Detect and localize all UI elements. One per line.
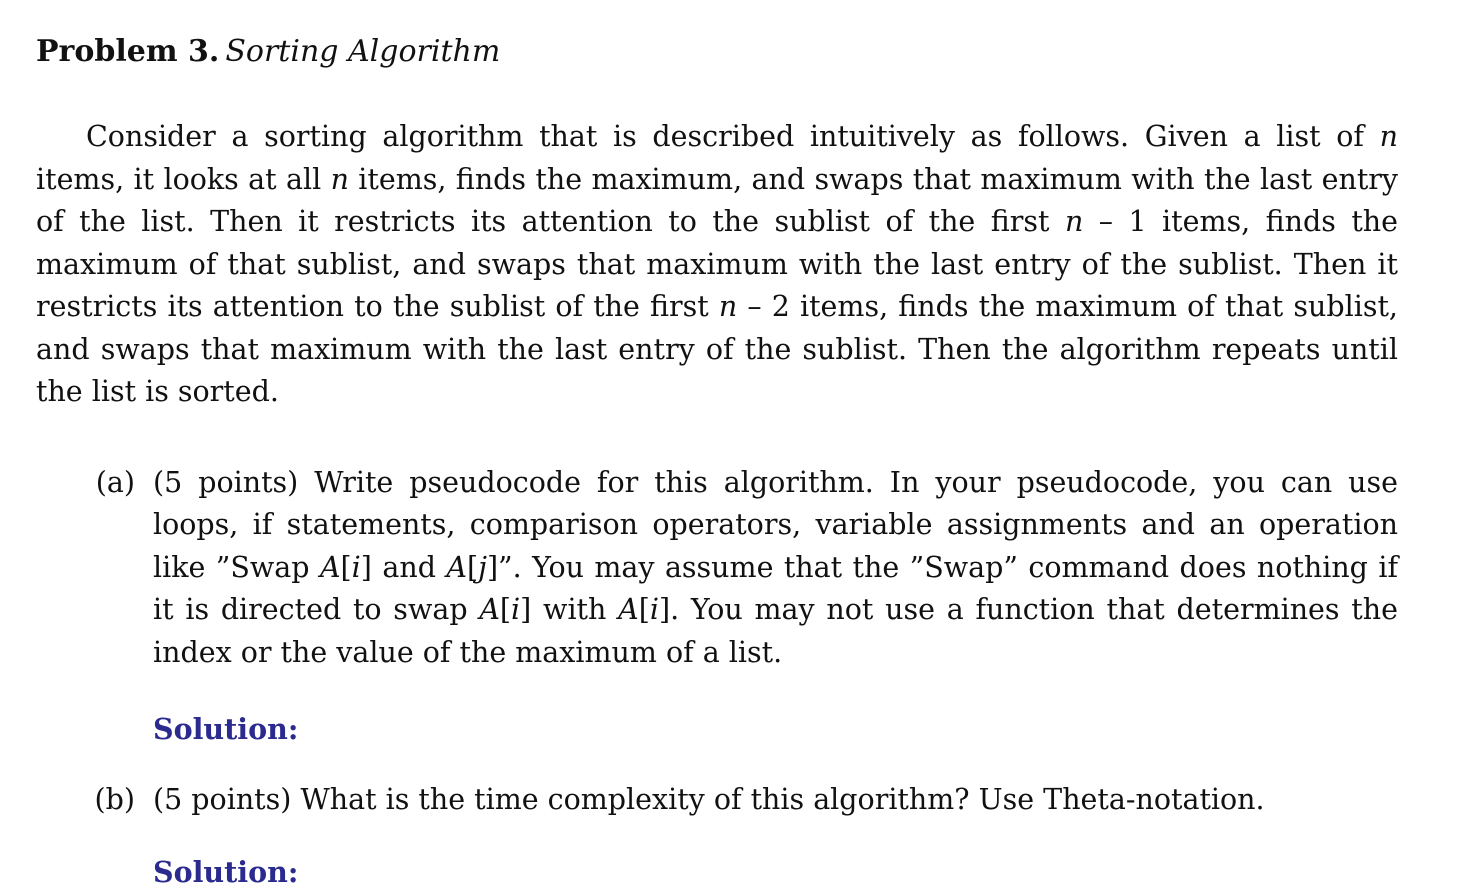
document-page bbox=[36, 32, 1398, 894]
part-b-question: (5 points) What is the time complexity of this algorithm? Use Theta-notation. bbox=[153, 782, 1265, 816]
question-text: ] with bbox=[520, 593, 619, 626]
part-a-marker: (a) bbox=[95, 465, 135, 499]
question-text: ]. You may not use a function that determines the index or the value of the maximum of a list. bbox=[153, 593, 1398, 669]
question-text: ]”. You may assume that the ”Swap” command does nothing if it is directed to swap bbox=[153, 550, 1399, 626]
problem-number: Problem 3. bbox=[36, 34, 220, 69]
part-b-marker: (b) bbox=[94, 782, 135, 816]
intro-text: Consider a sorting algorithm that is described intuitively as follows. Given a list of bbox=[86, 120, 1380, 153]
question-text: ] and bbox=[360, 550, 447, 584]
part-a bbox=[36, 462, 1398, 751]
math-variable: A bbox=[618, 593, 639, 626]
intro-text: – 2 items, finds the maximum of that sublist, and swaps that maximum with the last entry of the sublist. Then the algorithm repeats until the list is sorted. bbox=[36, 290, 1398, 408]
problem-description bbox=[36, 116, 1398, 414]
question-text: [ bbox=[638, 593, 650, 626]
intro-text: items, it looks at all bbox=[36, 162, 331, 196]
part-a-body bbox=[135, 462, 1398, 751]
math-variable: n bbox=[330, 162, 349, 196]
math-variable: A bbox=[479, 593, 500, 626]
problem-header bbox=[36, 32, 1398, 72]
math-variable: n bbox=[1064, 205, 1084, 238]
question-text: (5 points) Write pseudocode for this algorithm. In your pseudocode, you can use loops, if statements, comparison operators, variable assignments and an operation like ”Swap bbox=[153, 465, 1398, 584]
intro-text: items, finds the maximum, and swaps that maximum with the last entry of the list. Then it restricts its attention to the sublist of the first bbox=[36, 162, 1398, 238]
part-b-body bbox=[135, 779, 1398, 894]
math-variable: n bbox=[1379, 120, 1398, 153]
math-variable: i bbox=[511, 593, 521, 626]
part-b bbox=[36, 779, 1398, 894]
part-a-question bbox=[153, 462, 1398, 675]
part-a-solution-label: Solution: bbox=[153, 712, 299, 746]
math-variable: j bbox=[478, 550, 487, 584]
math-variable: A bbox=[319, 550, 341, 584]
math-variable: i bbox=[649, 593, 659, 626]
question-text: [ bbox=[466, 550, 479, 584]
math-variable: i bbox=[351, 550, 361, 584]
problem-title: Sorting Algorithm bbox=[225, 34, 501, 69]
problem-parts bbox=[36, 462, 1398, 894]
part-b-solution-label: Solution: bbox=[153, 855, 299, 889]
math-variable: A bbox=[446, 550, 467, 584]
intro-text: – 1 items, finds the maximum of that sublist, and swaps that maximum with the last entry of the sublist. Then it restricts its attention to the sublist of the first bbox=[36, 205, 1399, 323]
math-variable: n bbox=[718, 290, 738, 323]
question-text: [ bbox=[499, 593, 512, 626]
question-text: [ bbox=[340, 550, 352, 584]
